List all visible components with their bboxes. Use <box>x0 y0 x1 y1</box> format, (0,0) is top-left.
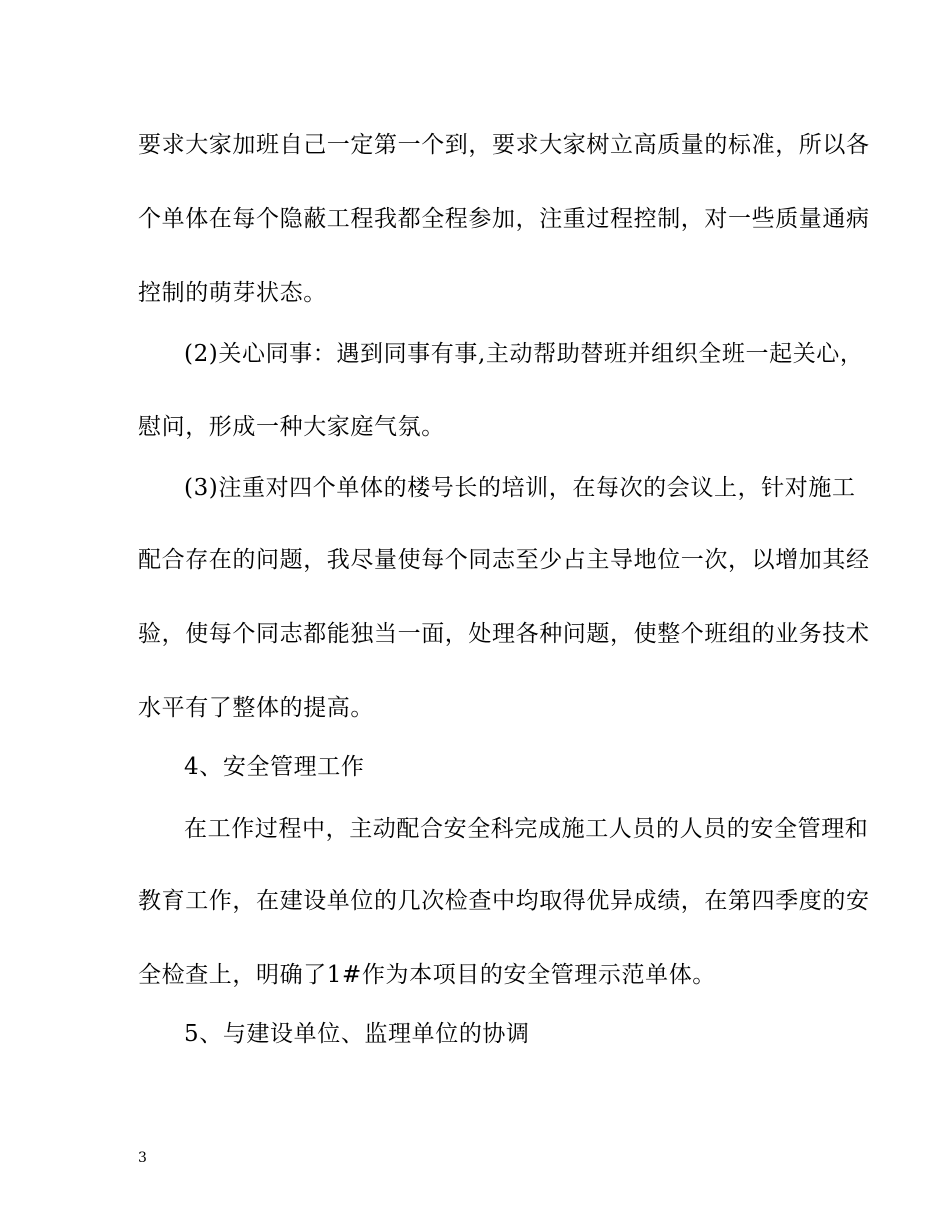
text-line: 个单体在每个隐蔽工程我都全程参加，注重过程控制，对一些质量通病 <box>138 206 870 232</box>
section-heading: 5、与建设单位、监理单位的协调 <box>184 1021 530 1047</box>
text-line: 验，使每个同志都能独当一面，处理各种问题，使整个班组的业务技术 <box>138 621 870 647</box>
paragraph-line: 在工作过程中，主动配合安全科完成施工人员的人员的安全管理和 <box>184 816 869 842</box>
text-line: 教育工作，在建设单位的几次检查中均取得优异成绩，在第四季度的安 <box>138 888 870 914</box>
text-line: 水平有了整体的提高。 <box>138 695 374 721</box>
section-heading: 4、安全管理工作 <box>184 754 365 780</box>
text-line: 控制的萌芽状态。 <box>138 280 327 306</box>
page-number: 3 <box>138 1150 147 1166</box>
text-line: 慰问，形成一种大家庭气氛。 <box>138 414 445 440</box>
text-line: 全检查上，明确了1#作为本项目的安全管理示范单体。 <box>138 962 716 988</box>
text-line: 配合存在的问题，我尽量使每个同志至少占主导地位一次，以增加其经 <box>138 547 870 573</box>
paragraph-line: (3)注重对四个单体的楼号长的培训，在每次的会议上，针对施工 <box>184 475 856 501</box>
paragraph-line: (2)关心同事：遇到同事有事,主动帮助替班并组织全班一起关心， <box>184 341 864 367</box>
text-line: 要求大家加班自己一定第一个到，要求大家树立高质量的标准，所以各 <box>138 132 870 158</box>
